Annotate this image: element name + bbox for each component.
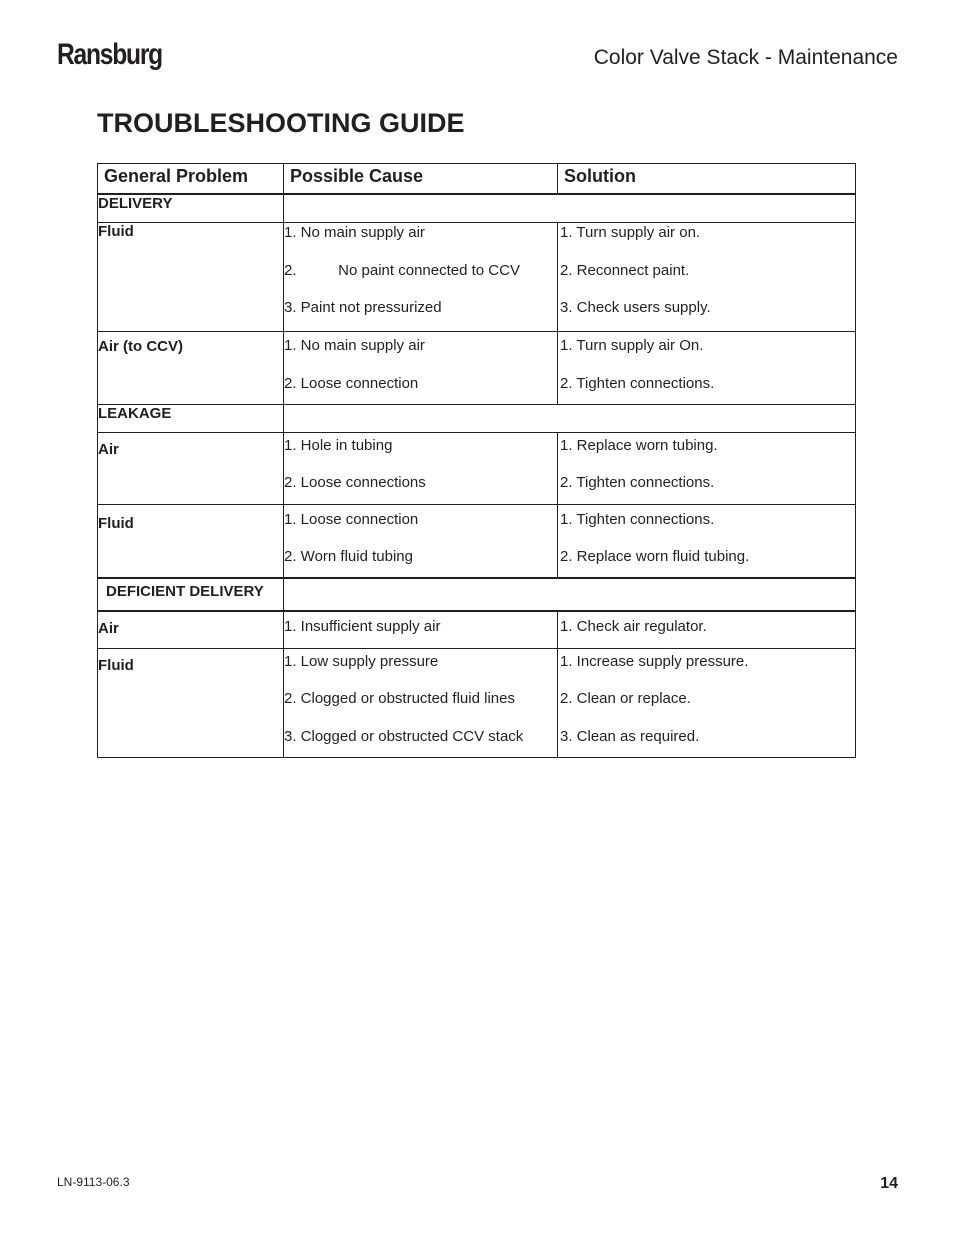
solution-item: 2. Clean or replace. [560, 690, 691, 707]
solution-item: 2. Tighten connections. [560, 474, 715, 491]
table-row [98, 332, 856, 405]
cause-item: 2. Loose connections [284, 474, 426, 491]
section-label: DELIVERY [98, 194, 284, 223]
problem-cell: Fluid [98, 504, 284, 578]
cause-cell [284, 332, 558, 405]
cause-item: 2. Loose connection [284, 374, 419, 392]
cause-item: 1. No main supply air [284, 337, 425, 354]
cause-item: 2. Worn fluid tubing [284, 548, 413, 565]
solution-cell [558, 504, 856, 578]
section-row [98, 404, 856, 432]
table-row [98, 504, 856, 578]
section-blank [284, 194, 856, 223]
cause-item: 1. Loose connection [284, 510, 419, 528]
problem-cell: Fluid [98, 223, 284, 332]
document-title: Color Valve Stack - Maintenance [593, 46, 898, 69]
cause-item: 1. Insufficient supply air [284, 618, 441, 635]
table-row [98, 611, 856, 648]
solution-item: 3. Check users supply. [560, 299, 711, 316]
cause-item: 3. Paint not pressurized [284, 299, 442, 316]
table-row [98, 432, 856, 504]
solution-item: 3. Clean as required. [560, 727, 700, 745]
problem-cell: Fluid [98, 648, 284, 757]
solution-item: 2. Tighten connections. [560, 374, 715, 392]
cause-item: 2. No paint connected to CCV [284, 261, 520, 279]
problem-cell: Air [98, 432, 284, 504]
cause-cell [284, 432, 558, 504]
table-row [98, 223, 856, 332]
solution-item: 1. Replace worn tubing. [560, 436, 718, 454]
cause-cell [284, 223, 558, 332]
solution-cell [558, 223, 856, 332]
table-row [98, 648, 856, 757]
brand-logo: Ransburg [57, 38, 162, 71]
section-row [98, 194, 856, 223]
solution-cell [558, 648, 856, 757]
section-blank [284, 578, 856, 611]
section-row [98, 578, 856, 611]
cause-item: 2. Clogged or obstructed fluid lines [284, 690, 515, 707]
page-number: 14 [880, 1175, 898, 1192]
solution-cell [558, 332, 856, 405]
column-header: General Problem [98, 164, 284, 195]
cause-item: 1. No main supply air [284, 224, 425, 241]
page-heading: TROUBLESHOOTING GUIDE [97, 108, 465, 138]
problem-cell: Air [98, 611, 284, 648]
column-header: Solution [558, 164, 856, 195]
section-label: DEFICIENT DELIVERY [98, 578, 284, 611]
document-number: LN-9113-06.3 [57, 1175, 130, 1189]
cause-item: 1. Low supply pressure [284, 652, 439, 670]
column-header: Possible Cause [284, 164, 558, 195]
solution-item: 2. Reconnect paint. [560, 261, 690, 279]
cause-cell [284, 648, 558, 757]
solution-cell [558, 432, 856, 504]
table-header-row [98, 164, 856, 195]
solution-item: 2. Replace worn fluid tubing. [560, 548, 750, 565]
cause-cell [284, 611, 558, 648]
solution-item: 1. Turn supply air on. [560, 224, 701, 241]
solution-cell [558, 611, 856, 648]
section-label: LEAKAGE [98, 404, 284, 432]
problem-cell: Air (to CCV) [98, 332, 284, 405]
cause-item: 3. Clogged or obstructed CCV stack [284, 727, 524, 745]
solution-item: 1. Increase supply pressure. [560, 652, 749, 670]
solution-item: 1. Turn supply air On. [560, 337, 704, 354]
solution-item: 1. Check air regulator. [560, 618, 707, 635]
cause-cell [284, 504, 558, 578]
solution-item: 1. Tighten connections. [560, 510, 715, 528]
troubleshooting-table [97, 163, 856, 758]
cause-item: 1. Hole in tubing [284, 436, 393, 454]
section-blank [284, 404, 856, 432]
